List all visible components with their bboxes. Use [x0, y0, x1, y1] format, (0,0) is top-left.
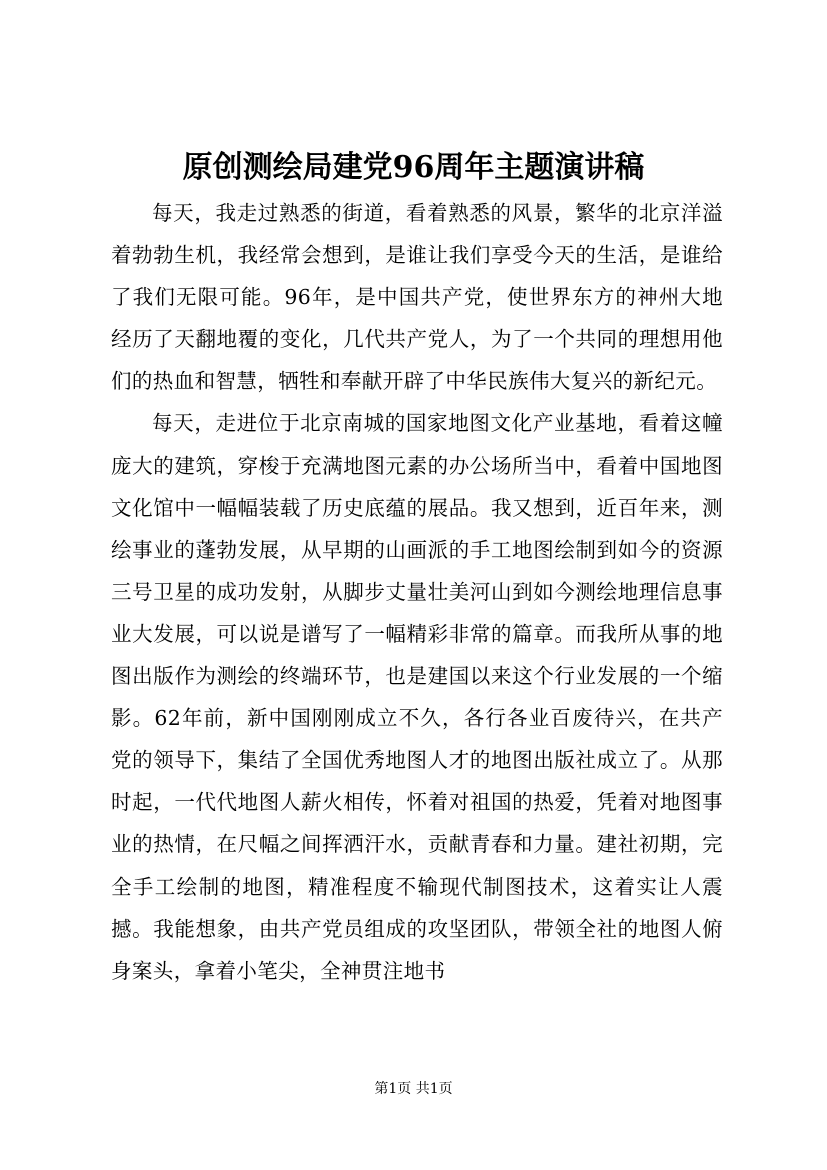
document-body	[111, 192, 723, 992]
paragraph-1: 每天，我走过熟悉的街道，看着熟悉的风景，繁华的北京洋溢着勃勃生机，我经常会想到，是谁让我们享受今天的生活，是谁给了我们无限可能。96年，是中国共产党，使世界东方的神州大地经历了天翻地覆的变化，几代共产党人，为了一个共同的理想用他们的热血和智慧，牺牲和奉献开辟了中华民族伟大复兴的新纪元。	[111, 201, 723, 394]
document-title: 原创测绘局建党96周年主题演讲稿	[182, 150, 645, 185]
page-number-footer: 第1页 共1页	[374, 1081, 453, 1097]
paragraph-2: 每天，走进位于北京南城的国家地图文化产业基地，看着这幢庞大的建筑，穿梭于充满地图元素的办公场所当中，看着中国地图文化馆中一幅幅装载了历史底蕴的展品。我又想到，近百年来，测绘事业的蓬勃发展，从早期的山画派的手工地图绘制到如今的资源三号卫星的成功发射，从脚步丈量壮美河山到如今测绘地理信息事业大发展，可以说是谱写了一幅精彩非常的篇章。而我所从事的地图出版作为测绘的终端环节，也是建国以来这个行业发展的一个缩影。62年前，新中国刚刚成立不久，各行各业百废待兴，在共产党的领导下，集结了全国优秀地图人才的地图出版社成立了。从那时起，一代代地图人薪火相传，怀着对祖国的热爱，凭着对地图事业的热情，在尺幅之间挥洒汗水，贡献青春和力量。建社初期，完全手工绘制的地图，精准程度不输现代制图技术，这着实让人震撼。我能想象，由共产党员组成的攻坚团队，带领全社的地图人俯身案头，拿着小笔尖，全神贯注地书	[111, 411, 723, 983]
